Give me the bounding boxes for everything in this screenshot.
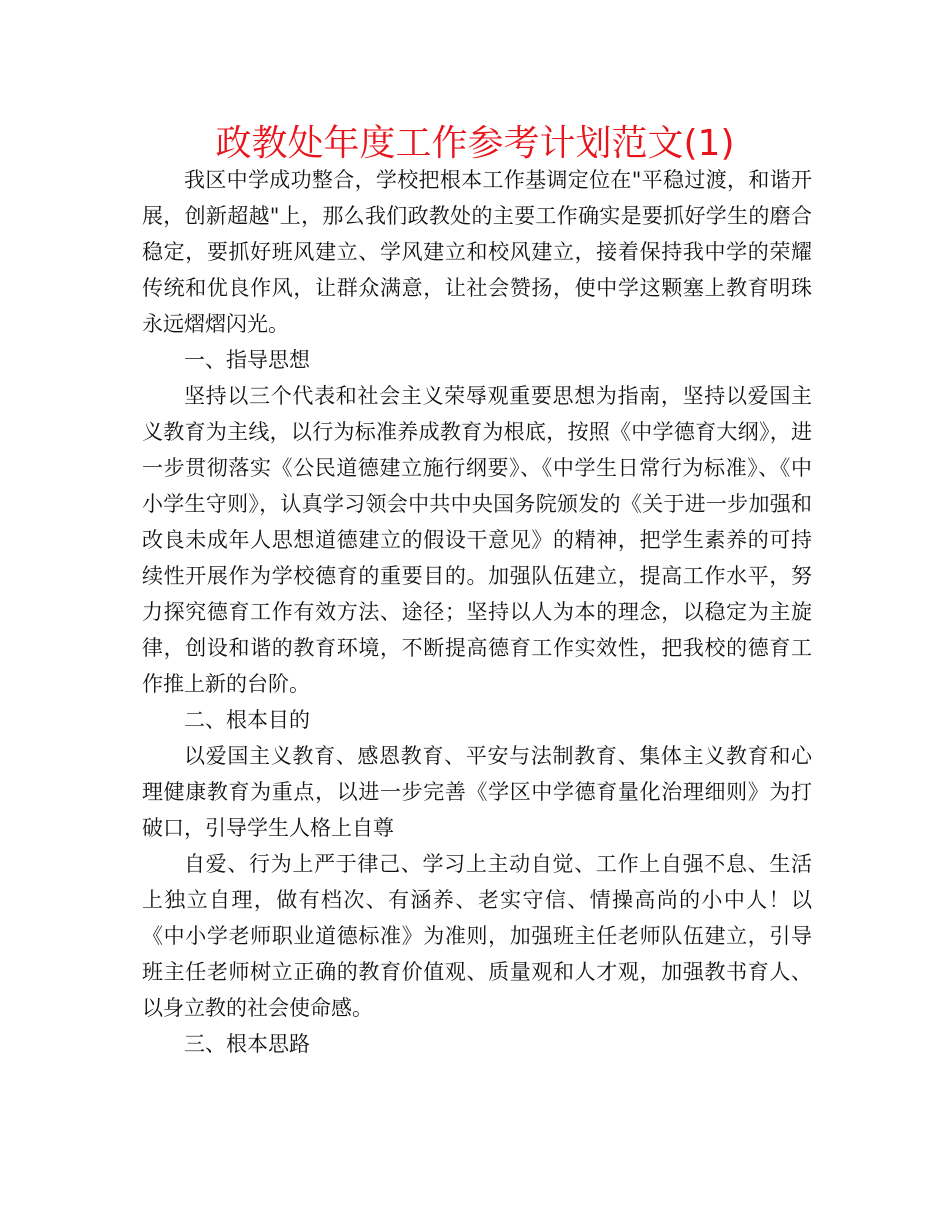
- basic-goals-paragraph: 以爱国主义教育、感恩教育、平安与法制教育、集体主义教育和心理健康教育为重点，以进一步完善《学区中学德育量化治理细则》为打破口，引导学生人格上自尊: [142, 744, 812, 840]
- document-title: 政教处年度工作参考计划范文(1): [215, 123, 735, 164]
- document-body: [142, 162, 812, 1062]
- guiding-thought-paragraph: 坚持以三个代表和社会主义荣辱观重要思想为指南，坚持以爱国主义教育为主线，以行为标准养成教育为根底，按照《中学德育大纲》，进一步贯彻落实《公民道德建立施行纲要》、《中学生日常行为标准》、《中小学生守则》，认真学习领会中共中央国务院颁发的《关于进一步加强和改良未成年人思想道德建立的假设干意见》的精神，把学生素养的可持续性开展作为学校德育的重要目的。加强队伍建立，提高工作水平，努力探究德育工作有效方法、途径；坚持以人为本的理念，以稳定为主旋律，创设和谐的教育环境，不断提高德育工作实效性，把我校的德育工作推上新的台阶。: [142, 384, 812, 696]
- intro-paragraph: 我区中学成功整合，学校把根本工作基调定位在"平稳过渡，和谐开展，创新超越"上，那么我们政教处的主要工作确实是要抓好学生的磨合稳定，要抓好班风建立、学风建立和校风建立，接着保持我中学的荣耀传统和优良作风，让群众满意，让社会赞扬，使中学这颗塞上教育明珠永远熠熠闪光。: [142, 168, 812, 336]
- section-heading-basic-goals: 二、根本目的: [184, 708, 310, 732]
- section-heading-guiding-thought: 一、指导思想: [184, 348, 310, 372]
- basic-goals-continued-paragraph: 自爱、行为上严于律己、学习上主动自觉、工作上自强不息、生活上独立自理，做有档次、有涵养、老实守信、情操高尚的小中人！以《中小学老师职业道德标准》为准则，加强班主任老师队伍建立，引导班主任老师树立正确的教育价值观、质量观和人才观，加强教书育人、以身立教的社会使命感。: [142, 852, 812, 1020]
- section-heading-basic-approach: 三、根本思路: [184, 1032, 310, 1056]
